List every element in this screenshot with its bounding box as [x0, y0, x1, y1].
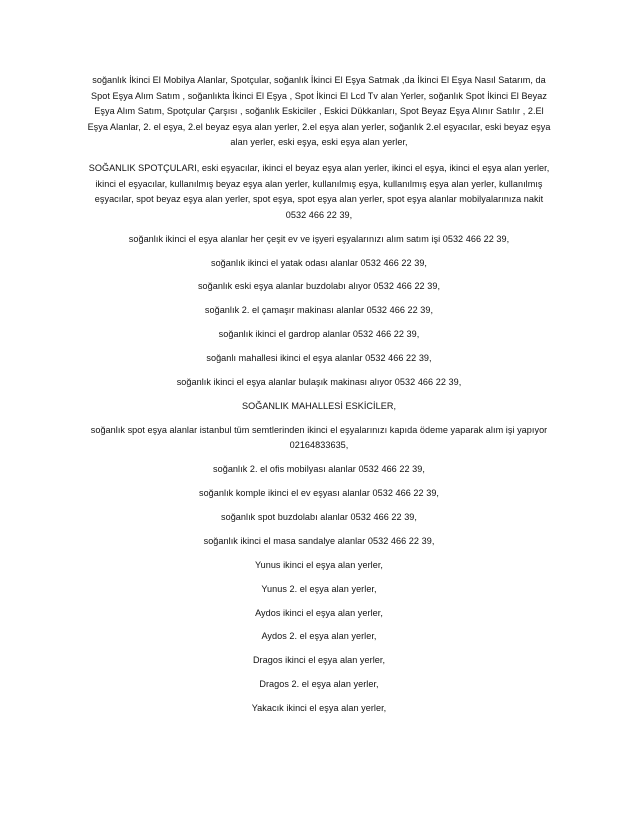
paragraph-intro: soğanlık İkinci El Mobilya Alanlar, Spotçular, soğanlık İkinci El Eşya Satmak ,da İkinci El Eşya Nasıl Satarım, da Spot Eşya Alım Satım , soğanlıkta İkinci El Eşya , Spot İkinci El Lcd Tv alan Yerler, soğanlık Spot İkinci El Beyaz Eşya Alım Satım, Spotçular Çarşısı , soğanlık Eskiciler , Eskici Dükkanları, Spot Beyaz Eşya Alınır Satılır , 2.El Eşya Alanlar, 2. el eşya, 2.el beyaz eşya alan yerler, 2.el eşya alan yerler, soğanlık 2.el eşyacılar, eski beyaz eşya alan yerler, eski eşya, eski eşya alan yerler, [87, 75, 551, 148]
paragraph-line: soğanlık ikinci el yatak odası alanlar 0532 466 22 39, [210, 257, 428, 268]
paragraph-line: Aydos 2. el eşya alan yerler, [261, 631, 377, 642]
paragraph-line: soğanlık 2. el çamaşır makinası alanlar 0532 466 22 39, [204, 305, 434, 316]
paragraph-line: soğanlık ikinci el gardrop alanlar 0532 466 22 39, [218, 329, 420, 340]
paragraph-line: Yunus 2. el eşya alan yerler, [261, 583, 377, 594]
paragraph-line: Dragos 2. el eşya alan yerler, [259, 679, 379, 690]
paragraph-line: soğanlık ikinci el masa sandalye alanlar 0532 466 22 39, [203, 535, 435, 546]
paragraph-line: soğanlık ikinci el eşya alanlar bulaşık makinası alıyor 0532 466 22 39, [176, 376, 462, 387]
paragraph-line: soğanlık spot buzdolabı alanlar 0532 466 22 39, [221, 512, 417, 523]
paragraph-line: soğanlık komple ikinci el ev eşyası alanlar 0532 466 22 39, [198, 488, 440, 499]
paragraph-line: soğanlık 2. el ofis mobilyası alanlar 0532 466 22 39, [213, 464, 425, 475]
paragraph-line: soğanlık spot eşya alanlar istanbul tüm semtlerinden ikinci el eşyalarınızı kapıda ödeme yaparak alım işi yapıyor 02164833635, [90, 424, 548, 451]
paragraph-line: Dragos ikinci el eşya alan yerler, [252, 655, 386, 666]
paragraph-line: soğanlı mahallesi ikinci el eşya alanlar 0532 466 22 39, [206, 353, 432, 364]
paragraph-line: Yakacık ikinci el eşya alan yerler, [251, 703, 387, 714]
paragraph-line: soğanlık eski eşya alanlar buzdolabı alıyor 0532 466 22 39, [197, 281, 441, 292]
paragraph-spotcular: SOĞANLIK SPOTÇULARI, eski eşyacılar, ikinci el beyaz eşya alan yerler, ikinci el eşya, ikinci el eşya alan yerler, ikinci el eşyacılar, kullanılmış beyaz eşya alan yerler, kullanılmış eşya, kullanılmış eşya alan yerler, kullanılmış eşyacılar, spot beyaz eşya alan yerler, spot eşya, spot eşya alan yerler, spot eşya alanlar mobilyalarınıza nakit 0532 466 22 39, [88, 162, 550, 220]
paragraph-line: soğanlık ikinci el eşya alanlar her çeşit ev ve işyeri eşyalarınızı alım satım işi 0532 466 22 39, [128, 233, 510, 244]
paragraph-line: Aydos ikinci el eşya alan yerler, [255, 607, 383, 618]
section-heading: SOĞANLIK MAHALLESİ ESKİCİLER, [241, 400, 397, 411]
paragraph-line: Yunus ikinci el eşya alan yerler, [254, 559, 384, 570]
